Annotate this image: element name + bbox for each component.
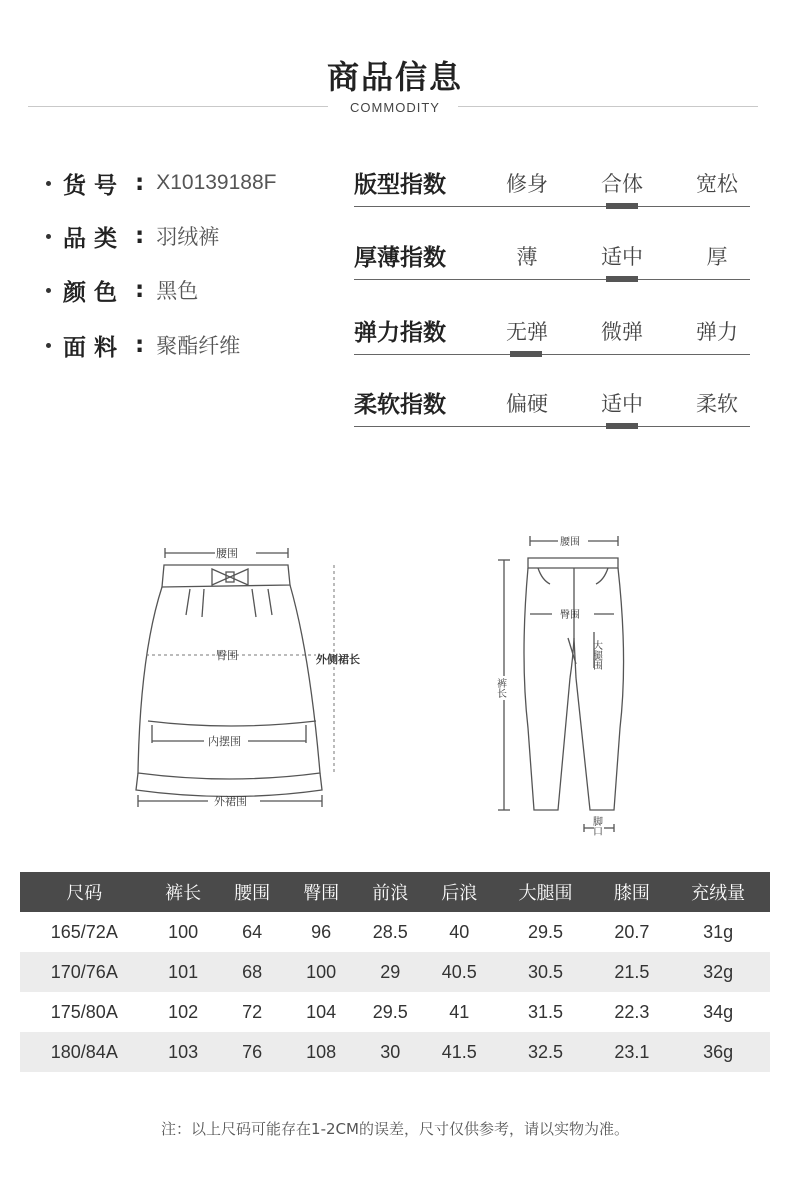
index-marker	[606, 203, 638, 209]
index-option: 柔软	[696, 392, 738, 416]
table-cell: 22.3	[614, 1001, 650, 1022]
bullet-icon	[46, 343, 51, 348]
index-label: 柔软指数	[354, 392, 446, 418]
index-marker	[606, 423, 638, 429]
index-option: 弹力	[696, 320, 738, 344]
table-row	[20, 952, 770, 992]
index-elasticity	[354, 314, 750, 354]
info-colon: :	[135, 277, 145, 303]
table-cell: 180/84A	[20, 1032, 149, 1072]
table-cell: 175/80A	[50, 1001, 118, 1022]
index-thickness	[354, 239, 750, 279]
pants-hip-label: 臀围	[560, 610, 580, 621]
table-cell: 103	[149, 1032, 218, 1072]
table-cell: 104	[306, 1001, 337, 1022]
index-label: 版型指数	[354, 172, 446, 198]
table-cell: 29	[356, 952, 425, 992]
table-header-cell: 腰围	[218, 872, 287, 912]
index-marker	[510, 351, 542, 357]
page-title: 商品信息	[326, 58, 463, 96]
table-cell: 31.5	[528, 1001, 564, 1022]
index-line	[354, 206, 750, 207]
table-row	[20, 1032, 770, 1072]
table-header-cell: 尺码	[20, 872, 149, 912]
page-subtitle: COMMODITY	[350, 100, 440, 115]
table-cell: 21.5	[597, 952, 666, 992]
table-cell: 41.5	[425, 1032, 494, 1072]
table-cell: 34g	[703, 1001, 734, 1022]
index-marker	[606, 276, 638, 282]
bullet-icon	[46, 288, 51, 293]
table-cell: 165/72A	[50, 921, 118, 942]
skirt-waist-label: 腰围	[216, 547, 238, 560]
index-option: 薄	[516, 245, 538, 269]
info-item-code	[46, 168, 276, 198]
index-label: 弹力指数	[354, 320, 446, 346]
table-header-cell: 大腿围	[494, 872, 598, 912]
table-cell: 68	[218, 952, 287, 992]
index-option: 厚	[706, 245, 728, 269]
info-label: 货 号	[63, 172, 118, 199]
info-colon: :	[135, 170, 145, 196]
info-colon: :	[135, 332, 145, 358]
info-label: 品 类	[63, 225, 118, 252]
pants-length-label: 裤长	[494, 678, 506, 698]
table-cell: 30	[356, 1032, 425, 1072]
skirt-outer-hem-label: 外裙围	[214, 795, 247, 808]
table-cell: 32.5	[494, 1032, 598, 1072]
pants-diagram	[490, 528, 640, 838]
index-option: 微弹	[601, 320, 643, 344]
table-cell: 76	[218, 1032, 287, 1072]
index-option: 宽松	[696, 172, 738, 196]
table-cell: 29.5	[528, 921, 564, 942]
skirt-length-label: 外侧裙长	[316, 653, 360, 666]
pants-hem-label: 脚口	[590, 816, 602, 836]
table-header-cell: 后浪	[425, 872, 494, 912]
info-value: 黑色	[156, 279, 199, 303]
index-option: 适中	[601, 245, 643, 269]
table-cell: 96	[311, 921, 332, 942]
info-value: 聚酯纤维	[156, 334, 241, 358]
table-cell: 31g	[703, 921, 734, 942]
index-fit	[354, 166, 750, 206]
table-row	[20, 912, 770, 952]
index-option: 合体	[601, 172, 643, 196]
bullet-icon	[46, 181, 51, 186]
index-label: 厚薄指数	[354, 245, 446, 271]
index-option: 修身	[506, 172, 548, 196]
table-cell: 101	[149, 952, 218, 992]
table-header-cell: 充绒量	[666, 872, 770, 912]
info-colon: :	[135, 223, 145, 249]
table-header-cell: 前浪	[356, 872, 425, 912]
index-option: 适中	[601, 392, 643, 416]
table-cell: 28.5	[372, 921, 408, 942]
index-option: 偏硬	[506, 392, 548, 416]
index-line	[354, 354, 750, 355]
index-option: 无弹	[506, 320, 548, 344]
skirt-diagram	[120, 535, 380, 825]
table-header-cell: 膝围	[597, 872, 666, 912]
info-label: 面 料	[63, 334, 118, 361]
table-header-cell: 臀围	[287, 872, 356, 912]
info-item-category	[46, 221, 219, 251]
skirt-inner-hem-label: 内摆围	[208, 735, 241, 748]
table-cell: 102	[168, 1001, 199, 1022]
table-cell: 170/76A	[20, 952, 149, 992]
table-header-cell: 裤长	[149, 872, 218, 912]
pants-thigh-label: 大腿围	[590, 640, 602, 670]
index-softness	[354, 386, 750, 426]
size-table	[20, 872, 770, 1072]
index-line	[354, 426, 750, 427]
info-item-color	[46, 275, 198, 305]
table-cell: 40.5	[425, 952, 494, 992]
skirt-hip-label: 臀围	[216, 649, 238, 662]
table-cell: 40	[449, 921, 470, 942]
table-cell: 20.7	[614, 921, 650, 942]
table-cell: 100	[168, 921, 199, 942]
table-cell: 108	[287, 1032, 356, 1072]
table-header-row	[20, 872, 770, 912]
bullet-icon	[46, 234, 51, 239]
table-cell: 29.5	[372, 1001, 408, 1022]
index-line	[354, 279, 750, 280]
info-value: 羽绒裤	[156, 225, 220, 249]
table-row	[20, 992, 770, 1032]
table-cell: 64	[242, 921, 263, 942]
table-cell: 36g	[666, 1032, 770, 1072]
table-cell: 23.1	[597, 1032, 666, 1072]
footnote: 注：以上尺码可能存在1-2CM的误差，尺寸仅供参考，请以实物为准。	[161, 1120, 629, 1138]
table-cell: 32g	[666, 952, 770, 992]
table-cell: 41	[449, 1001, 470, 1022]
table-cell: 30.5	[494, 952, 598, 992]
info-value: X10139188F	[156, 171, 277, 194]
info-item-fabric	[46, 330, 240, 360]
info-label: 颜 色	[63, 279, 118, 306]
table-cell: 100	[287, 952, 356, 992]
table-cell: 72	[242, 1001, 263, 1022]
pants-waist-label: 腰围	[560, 537, 580, 548]
